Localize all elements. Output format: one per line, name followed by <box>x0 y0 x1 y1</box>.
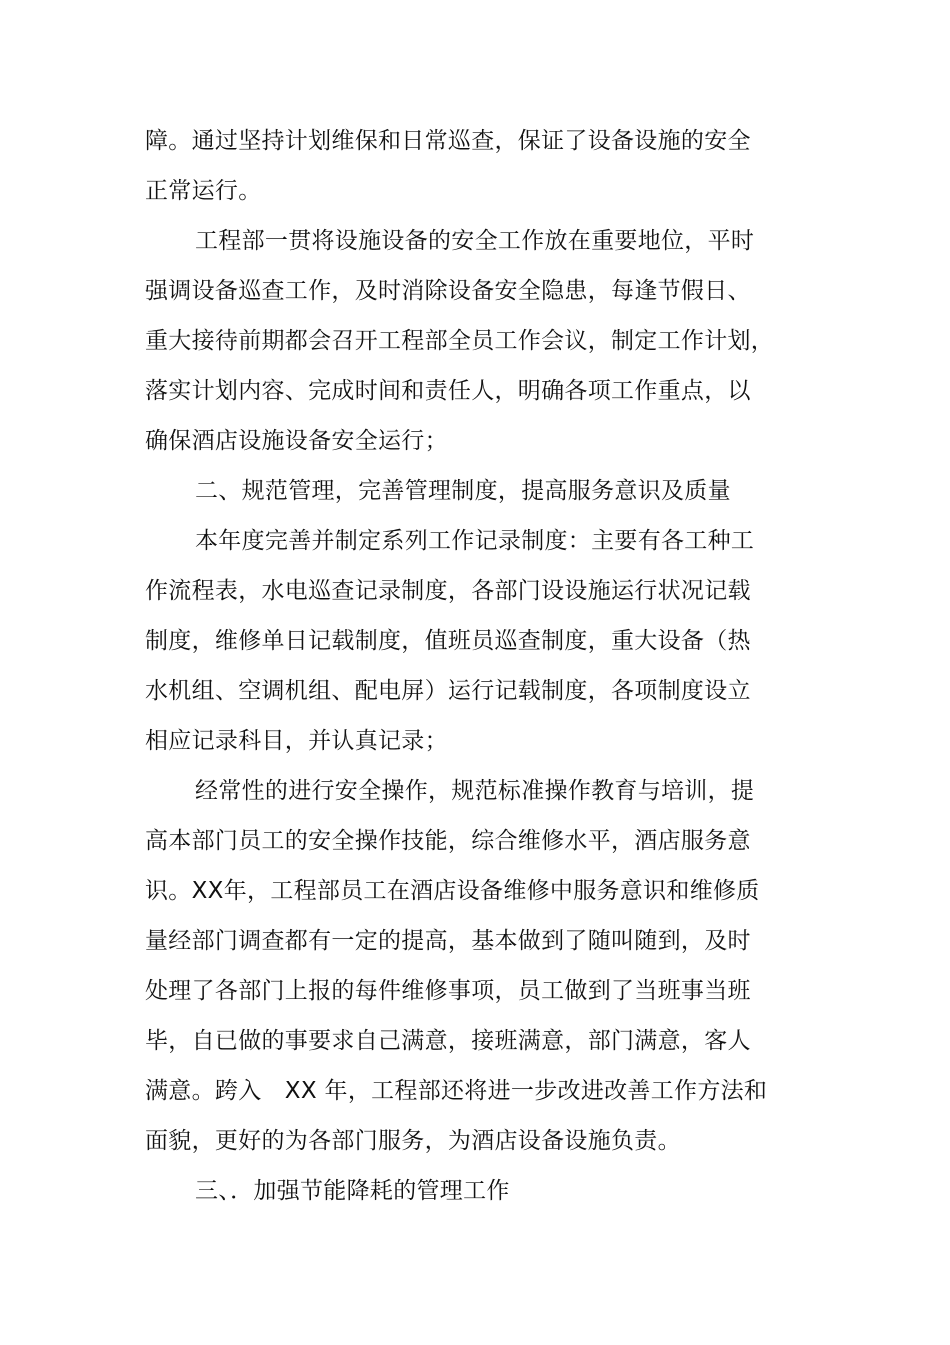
text-line: 满意。跨入 XX 年，工程部还将进一步改进改善工作方法和 <box>145 1078 768 1104</box>
text-line: 面貌，更好的为各部门服务，为酒店设备设施负责。 <box>145 1128 681 1154</box>
text-line: 强调设备巡查工作，及时消除设备安全隐患，每逢节假日、 <box>145 278 751 304</box>
paragraph-first-line: 本年度完善并制定系列工作记录制度：主要有各工种工 <box>195 528 755 554</box>
text-line: 高本部门员工的安全操作技能，综合维修水平，酒店服务意 <box>145 828 751 854</box>
text-line: 识。XX年，工程部员工在酒店设备维修中服务意识和维修质 <box>145 878 760 904</box>
paragraph-first-line: 经常性的进行安全操作，规范标准操作教育与培训，提 <box>195 778 755 804</box>
text-line: 落实计划内容、完成时间和责任人，明确各项工作重点，以 <box>145 378 751 404</box>
text-line: 量经部门调查都有一定的提高，基本做到了随叫随到，及时 <box>145 928 751 954</box>
text-line: 正常运行。 <box>145 178 262 204</box>
text-line: 重大接待前期都会召开工程部全员工作会议，制定工作计划， <box>145 328 775 354</box>
text-line: 处理了各部门上报的每件维修事项，员工做到了当班事当班 <box>145 978 751 1004</box>
text-line: 毕，自已做的事要求自己满意，接班满意，部门满意，客人 <box>145 1028 751 1054</box>
text-line: 水机组、空调机组、配电屏）运行记载制度，各项制度设立 <box>145 678 751 704</box>
section-heading-3: 三、．加强节能降耗的管理工作 <box>195 1178 510 1204</box>
text-line: 障。通过坚持计划维保和日常巡查，保证了设备设施的安全 <box>145 128 751 154</box>
paragraph-first-line: 工程部一贯将设施设备的安全工作放在重要地位，平时 <box>195 228 755 254</box>
text-line: 制度，维修单日记载制度，值班员巡查制度，重大设备（热 <box>145 628 751 654</box>
text-line: 作流程表，水电巡查记录制度，各部门设设施运行状况记载 <box>145 578 751 604</box>
text-line: 确保酒店设施设备安全运行； <box>145 428 448 454</box>
text-line: 相应记录科目，并认真记录； <box>145 728 448 754</box>
section-heading-2: 二、规范管理，完善管理制度，提高服务意识及质量 <box>195 478 731 504</box>
